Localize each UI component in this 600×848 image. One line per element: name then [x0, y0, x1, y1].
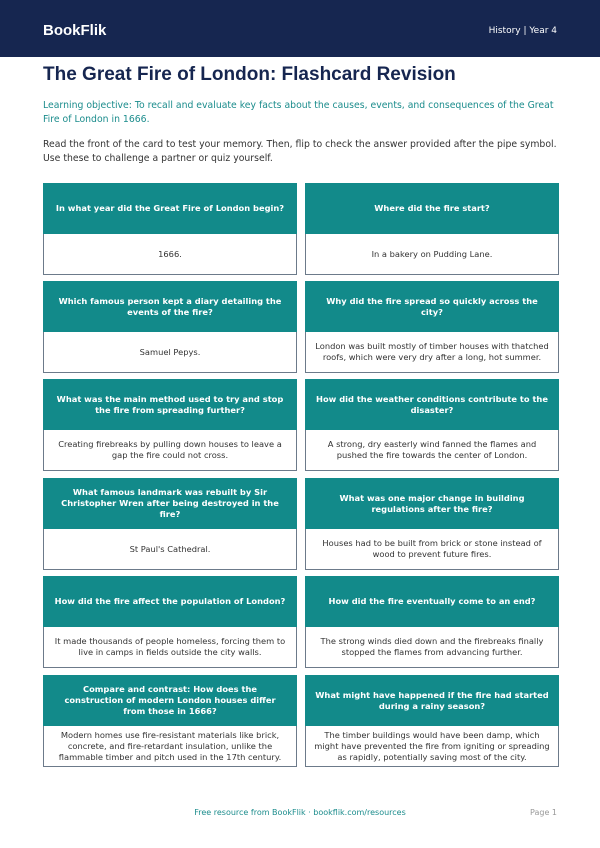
flashcard-5[interactable] [43, 379, 297, 471]
flashcard-answer: In a bakery on Pudding Lane. [305, 234, 559, 275]
flashcard-10[interactable] [305, 576, 559, 668]
footer-resource-link[interactable]: Free resource from BookFlik · bookflik.com/resources [194, 808, 406, 817]
flashcard-3[interactable] [43, 281, 297, 373]
flashcard-question: How did the fire affect the population of London? [43, 576, 297, 627]
flashcard-question: Where did the fire start? [305, 183, 559, 234]
flashcard-7[interactable] [43, 478, 297, 570]
flashcard-answer: St Paul's Cathedral. [43, 529, 297, 570]
flashcard-answer: The strong winds died down and the firebreaks finally stopped the flames from advancing further. [305, 627, 559, 668]
flashcard-answer: It made thousands of people homeless, forcing them to live in camps in fields outside the city walls. [43, 627, 297, 668]
flashcard-1[interactable] [43, 183, 297, 275]
flashcard-2[interactable] [305, 183, 559, 275]
flashcard-answer: 1666. [43, 234, 297, 275]
instructions: Read the front of the card to test your memory. Then, flip to check the answer provided after the pipe symbol. Use these to challenge a partner or quiz yourself. [43, 139, 557, 164]
flashcard-9[interactable] [43, 576, 297, 668]
flashcard-11[interactable] [43, 675, 297, 767]
page-header [0, 0, 600, 57]
flashcard-answer: Creating firebreaks by pulling down houses to leave a gap the fire could not cross. [43, 430, 297, 471]
flashcard-answer: Modern homes use fire-resistant materials like brick, concrete, and fire-retardant insulation, unlike the flammable timber and pitch used in the 17th century. [43, 726, 297, 767]
flashcard-answer: London was built mostly of timber houses with thatched roofs, which were very dry after a long, hot summer. [305, 332, 559, 373]
subject-year-label: History | Year 4 [488, 26, 557, 36]
brand-logo[interactable]: BookFlik [43, 22, 107, 39]
page-number: Page 1 [530, 808, 557, 817]
flashcard-answer: A strong, dry easterly wind fanned the flames and pushed the fire towards the center of London. [305, 430, 559, 471]
flashcard-12[interactable] [305, 675, 559, 767]
flashcard-6[interactable] [305, 379, 559, 471]
flashcard-question: What was the main method used to try and stop the fire from spreading further? [43, 379, 297, 430]
flashcard-4[interactable] [305, 281, 559, 373]
flashcard-question: What was one major change in building regulations after the fire? [305, 478, 559, 529]
flashcard-answer: The timber buildings would have been damp, which might have prevented the fire from igniting or spreading as rapidly, potentially saving most of the city. [305, 726, 559, 767]
flashcard-question: Which famous person kept a diary detailing the events of the fire? [43, 281, 297, 332]
flashcard-answer: Samuel Pepys. [43, 332, 297, 373]
flashcard-question: Why did the fire spread so quickly across the city? [305, 281, 559, 332]
flashcard-question: How did the weather conditions contribute to the disaster? [305, 379, 559, 430]
flashcard-question: Compare and contrast: How does the construction of modern London houses differ from those in 1666? [43, 675, 297, 726]
flashcard-question: In what year did the Great Fire of London begin? [43, 183, 297, 234]
flashcard-question: What might have happened if the fire had started during a rainy season? [305, 675, 559, 726]
flashcard-question: What famous landmark was rebuilt by Sir Christopher Wren after being destroyed in the fire? [43, 478, 297, 529]
flashcard-8[interactable] [305, 478, 559, 570]
flashcard-question: How did the fire eventually come to an end? [305, 576, 559, 627]
flashcard-answer: Houses had to be built from brick or stone instead of wood to prevent future fires. [305, 529, 559, 570]
page-title: The Great Fire of London: Flashcard Revision [43, 64, 456, 85]
learning-objective: Learning objective: To recall and evaluate key facts about the causes, events, and consequences of the Great Fire of London in 1666. [43, 100, 554, 125]
